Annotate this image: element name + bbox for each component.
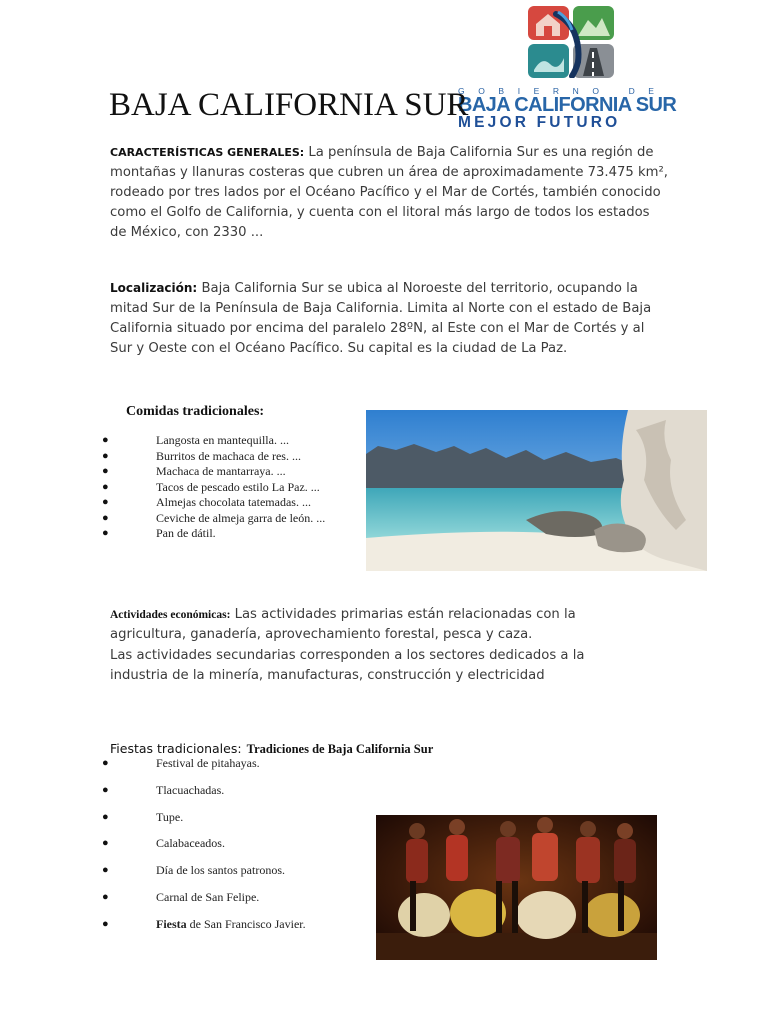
bullet-icon: ● [102,465,109,477]
actividades-label: Actividades económicas: [110,609,231,621]
folk-dance-photo [376,815,657,960]
fiesta-item [102,835,306,862]
bullet-icon: ● [102,511,109,524]
bullet-icon: ● [102,810,109,823]
comida-item-text: Langosta en mantequilla. ... [156,433,289,447]
caracteristicas-label: CARACTERÍSTICAS GENERALES: [110,146,305,159]
logo-state-name: BAJA CALIFORNIA SUR [458,94,677,116]
comidas-list [102,433,326,542]
fiesta-item [102,889,306,916]
bullet-icon: ● [102,496,109,508]
comida-item-text: Ceviche de almeja garra de león. ... [156,510,326,525]
logo-gobierno-text: GOBIERNO DE [458,86,668,96]
comida-item-text: Almejas chocolata tatemadas. ... [156,495,311,509]
bullet-icon: ● [102,449,109,462]
fiesta-item [102,916,306,943]
actividades-text-2: Las actividades secundarias corresponden a los sectores dedicados a la industria de la minería, manufacturas, construcción y electricidad [110,648,585,683]
bullet-icon: ● [102,890,109,903]
caracteristicas-paragraph [110,143,670,243]
bullet-icon: ● [102,837,109,850]
bullet-icon: ● [102,527,109,539]
bullet-icon: ● [102,434,109,446]
fiesta-item [102,755,306,782]
logo-motto: MEJOR FUTURO [458,114,621,131]
bullet-icon: ● [102,917,109,930]
actividades-text-1: Las actividades primarias están relacionadas con la agricultura, ganadería, aprovechamiento forestal, pesca y caza. [110,607,576,642]
localizacion-paragraph [110,278,670,359]
fiestas-list [102,755,306,943]
localizacion-label: Localización: [110,281,198,295]
comida-item [102,448,325,465]
fiesta-item [102,809,306,836]
fiesta-item-text: Festival de pitahayas. [156,756,260,770]
caracteristicas-text: La península de Baja California Sur es una región de montañas y llanuras costeras que cubren un área de aproximadamente 73.475 km², rodeado por tres lados por el Océano Pacífico y el Mar de Cortés, también conocido como el Golfo de California, y cuenta con el litoral más largo de todos los estados de México, con 2330 ... [110,145,668,240]
bullet-icon: ● [102,864,109,877]
comida-item [102,479,325,496]
fiesta-item-text: Día de los santos patronos. [156,863,285,878]
comida-item-text: Pan de dátil. [156,526,216,540]
bullet-icon: ● [102,757,109,769]
comida-item [102,510,326,527]
fiesta-item [102,782,306,809]
localizacion-text: Baja California Sur se ubica al Noroeste del territorio, ocupando la mitad Sur de la Península de Baja California. Limita al Norte con el estado de Baja California situado por encima del paralelo 28ºN, al Este con el Mar de Cortés y al Sur y Oeste con el Océano Pacífico. Su capital es la ciudad de La Paz. [110,281,652,356]
actividades-paragraph-2 [110,646,620,686]
state-emblem-icon [528,6,614,78]
comida-item-text: Machaca de mantarraya. ... [156,464,286,478]
fiestas-label: Fiestas tradicionales: [110,741,242,756]
fiesta-item-text: Calabaceados. [156,836,225,851]
page-title: BAJA CALIFORNIA SUR [109,87,469,123]
bullet-icon: ● [102,480,109,493]
bullet-icon: ● [102,783,109,796]
beach-photo [366,410,707,571]
comida-item [102,464,325,480]
fiesta-item-text: Tlacuachadas. [156,782,225,797]
comidas-heading: Comidas tradicionales: [126,404,265,419]
fiesta-item-text: Carnal de San Felipe. [156,889,260,904]
fiesta-item-text: de San Francisco Javier. [186,916,306,931]
fiesta-item-bold: Fiesta [156,916,187,931]
fiestas-subtitle: Tradiciones de Baja California Sur [246,742,434,756]
comida-item [102,433,325,449]
fiesta-item [102,862,306,889]
comida-item [102,526,325,542]
government-logo [458,6,684,131]
comida-item [102,495,325,511]
actividades-paragraph [110,605,620,645]
comida-item-text: Tacos de pescado estilo La Paz. ... [156,479,320,494]
fiesta-item-text: Tupe. [156,809,184,824]
comida-item-text: Burritos de machaca de res. ... [156,448,301,463]
